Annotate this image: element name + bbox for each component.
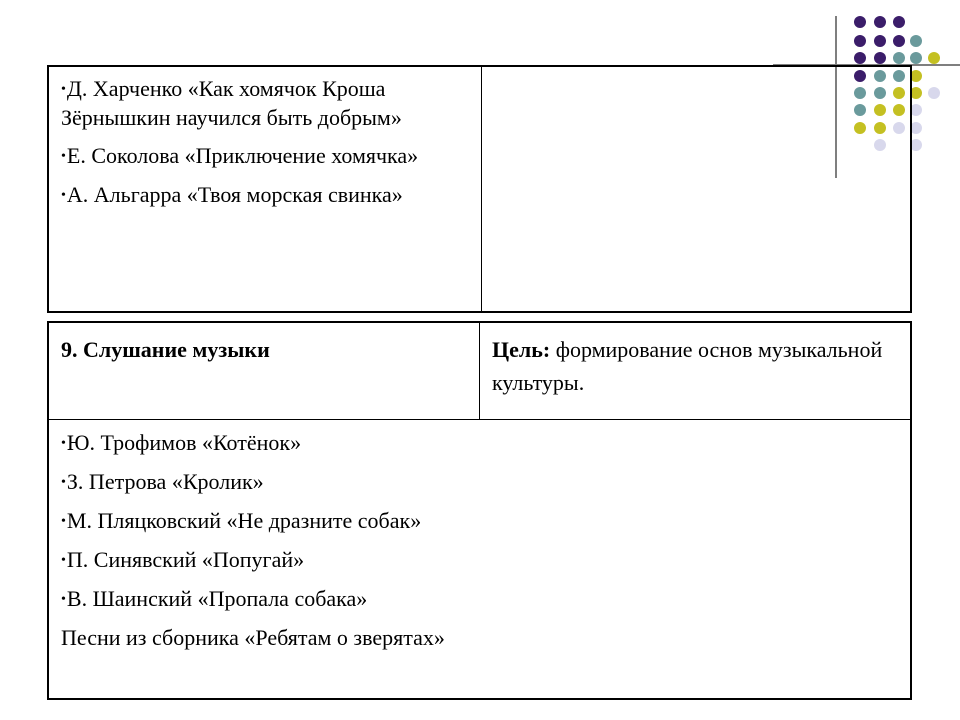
- decorative-dot: [910, 52, 922, 64]
- books-cell: [48, 66, 482, 312]
- bullet-icon: •: [61, 82, 66, 97]
- collection-note: Песни из сборника «Ребятам о зверятах»: [61, 624, 445, 650]
- book-item: •Е. Соколова «Приключение хомячка»: [61, 143, 419, 168]
- books-table: [47, 65, 912, 313]
- section-title: 9. Слушание музыки: [61, 337, 270, 362]
- song-item: •В. Шаинский «Пропала собака»: [61, 585, 368, 611]
- song-item: •Ю. Трофимов «Котёнок»: [61, 429, 302, 455]
- decorative-dot: [910, 35, 922, 47]
- song-item: •З. Петрова «Кролик»: [61, 468, 264, 494]
- bullet-icon: •: [61, 474, 66, 490]
- bullet-icon: •: [61, 513, 66, 529]
- decorative-dot: [874, 16, 886, 28]
- decorative-dot: [854, 16, 866, 28]
- decorative-dot: [893, 35, 905, 47]
- decorative-dot: [854, 52, 866, 64]
- decorative-dot: [928, 52, 940, 64]
- decorative-dot: [874, 35, 886, 47]
- book-item: •А. Альгарра «Твоя морская свинка»: [61, 182, 403, 207]
- songs-cell: [48, 419, 911, 699]
- bullet-icon: •: [61, 149, 66, 164]
- bullet-icon: •: [61, 552, 66, 568]
- decorative-dot: [893, 16, 905, 28]
- bullet-icon: •: [61, 435, 66, 451]
- decorative-dot: [928, 87, 940, 99]
- song-item: •П. Синявский «Попугай»: [61, 546, 305, 572]
- music-table: [47, 321, 912, 700]
- bullet-icon: •: [61, 188, 66, 203]
- empty-cell: [482, 66, 912, 312]
- goal-label: Цель:: [492, 337, 551, 362]
- decorative-dot: [893, 52, 905, 64]
- section-title-cell: [48, 322, 480, 419]
- song-item: •М. Пляцковский «Не дразните собак»: [61, 507, 422, 533]
- decorative-dot: [874, 52, 886, 64]
- book-item: •Д. Харченко «Как хомячок Кроша Зёрнышкин научился быть добрым»: [61, 76, 402, 130]
- decorative-dot: [854, 35, 866, 47]
- bullet-icon: •: [61, 591, 66, 607]
- goal-text: формирование основ музыкальной культуры.: [492, 337, 883, 395]
- goal-cell: [480, 322, 912, 419]
